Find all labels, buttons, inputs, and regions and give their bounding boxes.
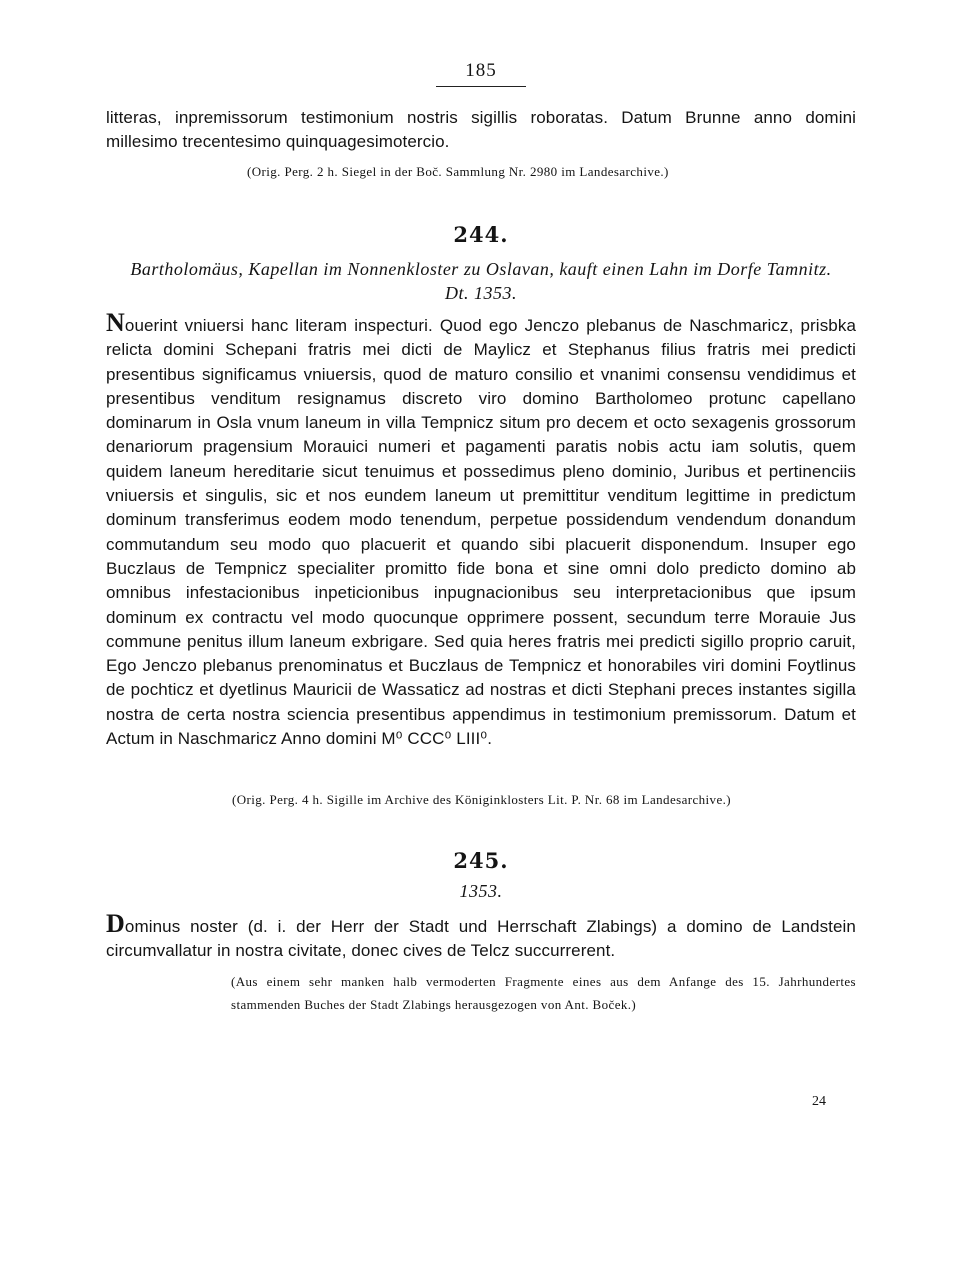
continuation-text: litteras, inpremissorum testimonium nostris sigillis roboratas. Datum Brunne anno domini millesimo trecentesimo quinquagesimotercio.: [106, 108, 856, 152]
continuation-source-note: (Orig. Perg. 2 h. Siegel in der Boč. Sammlung Nr. 2980 im Landesarchive.): [247, 164, 669, 179]
document-body-244: [106, 308, 856, 751]
document-date-245: 1353.: [459, 881, 503, 901]
drop-initial-245: D: [106, 909, 125, 938]
document-number-244: 244.: [453, 222, 509, 247]
page-number: 185: [465, 60, 497, 81]
source-note-244: (Orig. Perg. 4 h. Sigille im Archive des Königinklosters Lit. P. Nr. 68 im Landesarchive.): [232, 792, 732, 807]
signature-mark: 24: [812, 1094, 826, 1109]
document-body-245-text: ominus noster (d. i. der Herr der Stadt und Herrschaft Zlabings) a domino de Landstein circumvallatur in nostra civitate, donec cives de Telcz succurrerent.: [106, 917, 856, 961]
document-page: [106, 0, 856, 1273]
source-note-245: (Aus einem sehr manken halb vermoderten Fragmente eines aus dem Anfange des 15. Jahrhundertes stammenden Buches der Stadt Zlabings herausgezogen von Ant. Boček.): [231, 974, 856, 1012]
document-number-245: 245.: [453, 848, 509, 873]
document-body-244-text: ouerint vniuersi hanc literam inspecturi. Quod ego Jenczo plebanus de Naschmaricz, prisbka relicta domini Schepani fratris mei dicti de Maylicz et Stephanus filius fratris mei predicti presentibus significamus vniuersis, quod de maturo consilio et vnanimi consensu vendidimus et presentibus venditum resignamus discreto viro domino Bartholomeo protunc capellano dominarum in Osla vnum laneum in villa Tempnicz situm pro decem et octo sexagenis grossorum denariorum pragensium Morauici numeri et pagamenti paratis nobis actu iam solutis, quem quidem laneum hereditarie sicut tenuimus et possedimus pleno dominio, Juribus et pertinenciis vniuersis et singulis, sic et nos eundem laneum ut premittitur venditum legittime in predictum dominum transferimus eodem modo tenendum, perpetue possidendum vendendum donandum commutandum seu modo quo placuerit et quando sibi placuerit disponendum. Insuper ego Buczlaus de Tempnicz specialiter promitto fide bona et sine omni dolo predicto domino ab omnibus infestacionibus inpeticionibus inpugnacionibus seu interpretacionibus que ipsum dominum ex contractu vel modo quocunque opprimere possent, secundum terre Morauie Jus commune penitus illum laneum exbrigare. Sed quia heres fratris mei predicti sigillo proprio caruit, Ego Jenczo plebanus prenominatus et Buczlaus de Tempnicz et honorabiles viri domini Foytlinus de pochticz et dyetlinus Mauricii de Wassaticz ad nostras et dicti Stephani preces instantes sigilla nostra de certa nostra sciencia presentibus appendimus in testimonium premissorum. Datum et Actum in Naschmaricz Anno domini M⁰ CCC⁰ LIII⁰.: [106, 316, 856, 749]
drop-initial-244: N: [106, 308, 125, 337]
page-number-underline: [436, 86, 526, 87]
document-heading-244: Bartholomäus, Kapellan im Nonnenkloster zu Oslavan, kauft einen Lahn im Dorfe Tamnitz. Dt. 1353.: [130, 259, 832, 303]
document-body-245: [106, 909, 856, 964]
